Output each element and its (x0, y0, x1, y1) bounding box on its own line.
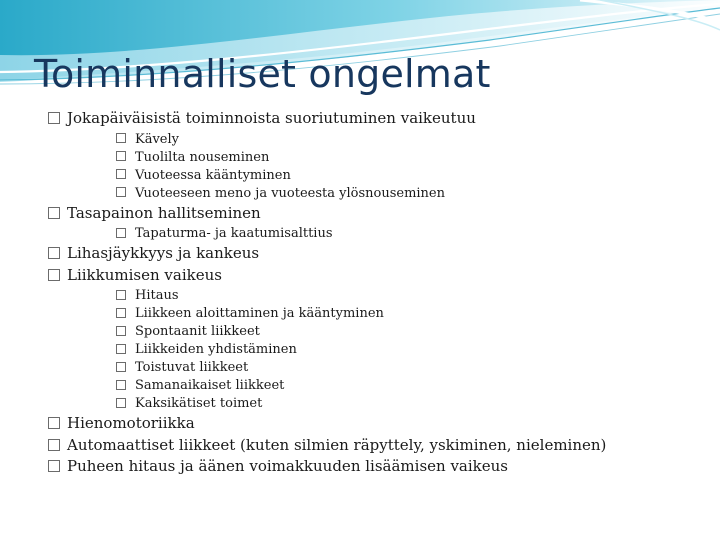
bullet-item (46, 203, 706, 225)
checkbox-bullet-icon (116, 169, 126, 179)
bullet-text: Automaattiset liikkeet (kuten silmien räpyttely, yskiminen, nieleminen) (67, 435, 607, 454)
sub-bullet-item (46, 287, 706, 305)
bullet-text: Tapaturma- ja kaatumisalttius (135, 226, 333, 241)
sub-bullet-item (46, 185, 706, 203)
checkbox-bullet-icon (116, 151, 126, 161)
bullet-item (46, 265, 706, 287)
bullet-text: Hitaus (135, 288, 179, 303)
sub-bullet-item (46, 359, 706, 377)
sub-bullet-item (46, 167, 706, 185)
checkbox-bullet-icon (48, 417, 60, 429)
bullet-text: Kaksikätiset toimet (135, 396, 263, 411)
checkbox-bullet-icon (116, 308, 126, 318)
checkbox-bullet-icon (116, 187, 126, 197)
bullet-text: Liikkeen aloittaminen ja kääntyminen (135, 306, 384, 321)
bullet-text: Toistuvat liikkeet (135, 360, 249, 375)
bullet-item (46, 243, 706, 265)
checkbox-bullet-icon (48, 247, 60, 259)
bullet-text: Liikkeiden yhdistäminen (135, 342, 297, 357)
checkbox-bullet-icon (48, 112, 60, 124)
bullet-text: Samanaikaiset liikkeet (135, 378, 285, 393)
bullet-item (46, 413, 706, 435)
bullet-text: Tuolilta nouseminen (135, 149, 270, 165)
bullet-text: Liikkumisen vaikeus (67, 265, 222, 284)
checkbox-bullet-icon (48, 269, 60, 281)
checkbox-bullet-icon (116, 133, 126, 143)
sub-bullet-item (46, 225, 706, 243)
bullet-text: Vuoteessa kääntyminen (135, 167, 291, 183)
sub-bullet-item (46, 305, 706, 323)
bullet-item (46, 456, 706, 478)
checkbox-bullet-icon (116, 326, 126, 336)
sub-bullet-item (46, 377, 706, 395)
slide-title: Toiminnalliset ongelmat (34, 52, 491, 96)
checkbox-bullet-icon (116, 344, 126, 354)
bullet-list (46, 108, 706, 478)
bullet-text: Puheen hitaus ja äänen voimakkuuden lisäämisen vaikeus (67, 457, 508, 475)
checkbox-bullet-icon (48, 439, 60, 451)
checkbox-bullet-icon (48, 460, 60, 472)
bullet-text: Tasapainon hallitseminen (67, 203, 261, 222)
bullet-text: Vuoteeseen meno ja vuoteesta ylösnouseminen (135, 185, 445, 201)
bullet-text: Jokapäiväisistä toiminnoista suoriutuminen vaikeutuu (67, 109, 476, 127)
checkbox-bullet-icon (116, 362, 126, 372)
bullet-item (46, 108, 706, 130)
checkbox-bullet-icon (48, 207, 60, 219)
bullet-item (46, 435, 706, 457)
sub-bullet-item (46, 131, 706, 149)
sub-bullet-item (46, 395, 706, 413)
bullet-text: Hienomotoriikka (67, 414, 195, 432)
sub-bullet-item (46, 323, 706, 341)
bullet-text: Lihasjäykkyys ja kankeus (67, 244, 260, 262)
sub-bullet-item (46, 341, 706, 359)
bullet-text: Spontaanit liikkeet (135, 324, 260, 339)
bullet-text: Kävely (135, 131, 180, 147)
checkbox-bullet-icon (116, 398, 126, 408)
sub-bullet-item (46, 149, 706, 167)
checkbox-bullet-icon (116, 380, 126, 390)
checkbox-bullet-icon (116, 290, 126, 300)
checkbox-bullet-icon (116, 228, 126, 238)
